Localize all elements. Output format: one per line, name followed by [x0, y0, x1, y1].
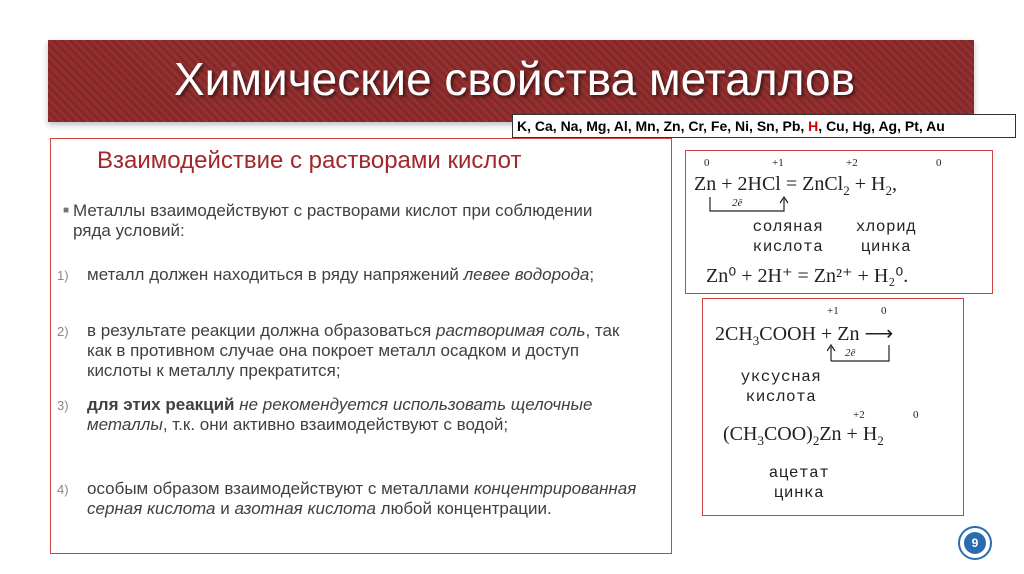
- intro-text: Металлы взаимодействуют с растворами кислот при соблюдении ряда условий:: [73, 201, 593, 240]
- condition-item-1: [57, 265, 647, 285]
- item-italic: концентрированная серная кислота: [87, 479, 637, 518]
- bullet-icon: ■: [63, 205, 70, 216]
- item-italic: растворимая соль: [436, 321, 586, 340]
- molecular-equation: Zn + 2HCl = ZnCl$_2$ + $H_2$,: [694, 173, 897, 198]
- activity-series-before: K, Ca, Na, Mg, Al, Mn, Zn, Cr, Fe, Ni, Sn, Pb,: [517, 118, 809, 134]
- item-text-end: , т.к. они активно взаимодействуют с водой;: [162, 415, 509, 434]
- label-hydrochloric-acid: соляная кислота: [752, 218, 824, 256]
- title-banner: [48, 40, 974, 122]
- activity-series-hydrogen: H: [808, 118, 819, 134]
- electron-count: 2ē: [845, 347, 856, 359]
- item-italic-2: азотная кислота: [234, 499, 376, 518]
- condition-item-2: [57, 321, 647, 381]
- oxidation-state-zn2: +2: [853, 409, 865, 421]
- ionic-equation: Zn⁰ + 2H⁺ = Zn²⁺ + H₂⁰.: [706, 265, 909, 287]
- oxidation-state-zn: 0: [881, 305, 887, 317]
- oxidation-state-h2: 0: [913, 409, 919, 421]
- item-text: особым образом взаимодействуют с металлами: [87, 479, 474, 498]
- item-text-end: ;: [589, 265, 595, 284]
- oxidation-state-h: +1: [772, 157, 784, 169]
- item-text: в результате реакции должна образоваться: [87, 321, 436, 340]
- oxidation-state-zn: 0: [704, 157, 710, 169]
- electron-transfer-arrow: [827, 343, 907, 365]
- equation-zinc-hcl: [685, 150, 993, 294]
- item-bold: для этих реакций: [87, 395, 240, 414]
- item-text-end: , так как в противном случае она покроет металл осадком и доступ кислоты к металлу прекратится;: [87, 321, 620, 380]
- reaction-reactants: $2CH_3COOH + Zn$ ⟶: [715, 323, 894, 348]
- electron-count: 2ē: [732, 197, 743, 209]
- reaction-products: $(CH_3COO)_2Zn + H_2$: [723, 423, 884, 448]
- item-number: 3): [57, 398, 69, 413]
- item-italic: не рекомендуется использовать щелочные металлы: [87, 395, 593, 434]
- item-number: 2): [57, 324, 69, 339]
- label-acetic-acid: уксусная кислота: [740, 368, 822, 406]
- activity-series-after: , Cu, Hg, Ag, Pt, Au: [818, 118, 945, 134]
- activity-series: [512, 114, 1016, 138]
- item-text-mid: и: [215, 499, 235, 518]
- condition-item-4: [57, 479, 647, 519]
- item-italic: левее водорода: [463, 265, 590, 284]
- intro-bullet: [63, 201, 623, 241]
- item-number: 1): [57, 268, 69, 283]
- page-number-badge: [958, 526, 992, 560]
- electron-transfer-arrow: [706, 195, 796, 215]
- slide-title: Химические свойства металлов: [174, 53, 856, 105]
- item-number: 4): [57, 482, 69, 497]
- page-number: 9: [964, 532, 986, 554]
- item-text-end: любой концентрации.: [375, 499, 552, 518]
- oxidation-state-h: +1: [827, 305, 839, 317]
- section-subtitle: Взаимодействие с растворами кислот: [97, 147, 522, 174]
- item-text: металл должен находиться в ряду напряжений: [87, 265, 464, 284]
- equation-acetic-acid-zinc: [702, 298, 964, 516]
- label-zinc-acetate: ацетат цинка: [768, 464, 830, 502]
- oxidation-state-h2: 0: [936, 157, 942, 169]
- content-panel: [50, 138, 672, 554]
- condition-item-3: [57, 395, 647, 435]
- oxidation-state-zn2: +2: [846, 157, 858, 169]
- label-zinc-chloride: хлорид цинка: [855, 218, 917, 256]
